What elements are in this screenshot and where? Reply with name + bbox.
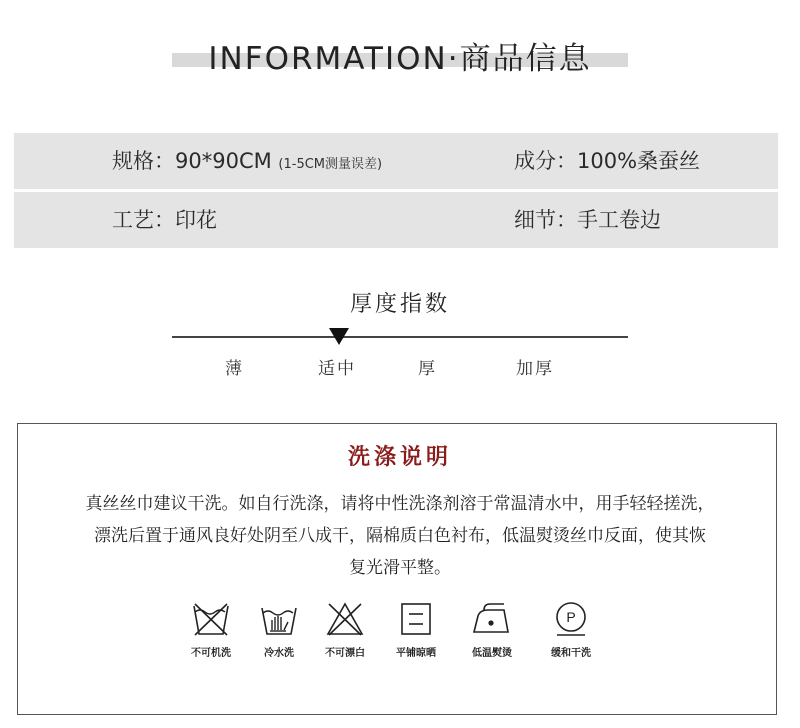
- spec-size-value: 规格：90*90CM: [112, 149, 279, 173]
- spec-detail: 细节：手工卷边: [514, 208, 661, 232]
- thickness-level-thin: 薄: [225, 359, 244, 379]
- thickness-marker-icon: [329, 328, 349, 345]
- washing-line: 真丝丝巾建议干洗。如自行洗涤，请将中性洗涤剂溶于常温清水中，用手轻轻搓洗，: [85, 494, 715, 514]
- care-item: [526, 600, 616, 659]
- page-title: INFORMATION·商品信息: [208, 41, 592, 77]
- thickness-scale-line: [172, 336, 628, 338]
- spec-row-1: [14, 133, 778, 189]
- care-item: [447, 600, 537, 659]
- care-label: 平铺晾晒: [396, 648, 436, 659]
- flat-dry-icon: [396, 600, 436, 638]
- thickness-level-medium: 适中: [318, 359, 356, 379]
- care-label: 冷水洗: [264, 648, 294, 659]
- care-label: 缓和干洗: [551, 648, 591, 659]
- care-label: 不可机洗: [191, 648, 231, 659]
- spec-size-note: (1-5CM测量误差): [278, 157, 383, 172]
- washing-text: [40, 488, 760, 584]
- care-label: 不可漂白: [325, 648, 365, 659]
- no-machine-wash-icon: [191, 600, 231, 638]
- no-bleach-icon: [325, 600, 365, 638]
- washing-title: 洗涤说明: [347, 445, 452, 470]
- low-iron-icon: [470, 600, 514, 638]
- thickness-level-extra-thick: 加厚: [516, 359, 554, 379]
- cold-hand-wash-icon: [259, 600, 299, 638]
- svg-text:P: P: [566, 609, 576, 625]
- thickness-title: 厚度指数: [349, 292, 450, 317]
- spec-row-2: [14, 192, 778, 248]
- washing-line: 漂洗后置于通风良好处阴至八成干，隔棉质白色衬布，低温熨烫丝巾反面，使其恢: [94, 526, 706, 546]
- header: [0, 34, 800, 84]
- washing-line: 复光滑平整。: [349, 558, 451, 578]
- care-label: 低温熨烫: [472, 648, 512, 659]
- gentle-dry-clean-icon: [551, 600, 591, 638]
- spec-size: [112, 133, 382, 193]
- spec-material: 成分：100%桑蚕丝: [514, 149, 701, 173]
- spec-craft: 工艺：印花: [112, 208, 217, 232]
- thickness-level-thick: 厚: [418, 359, 437, 379]
